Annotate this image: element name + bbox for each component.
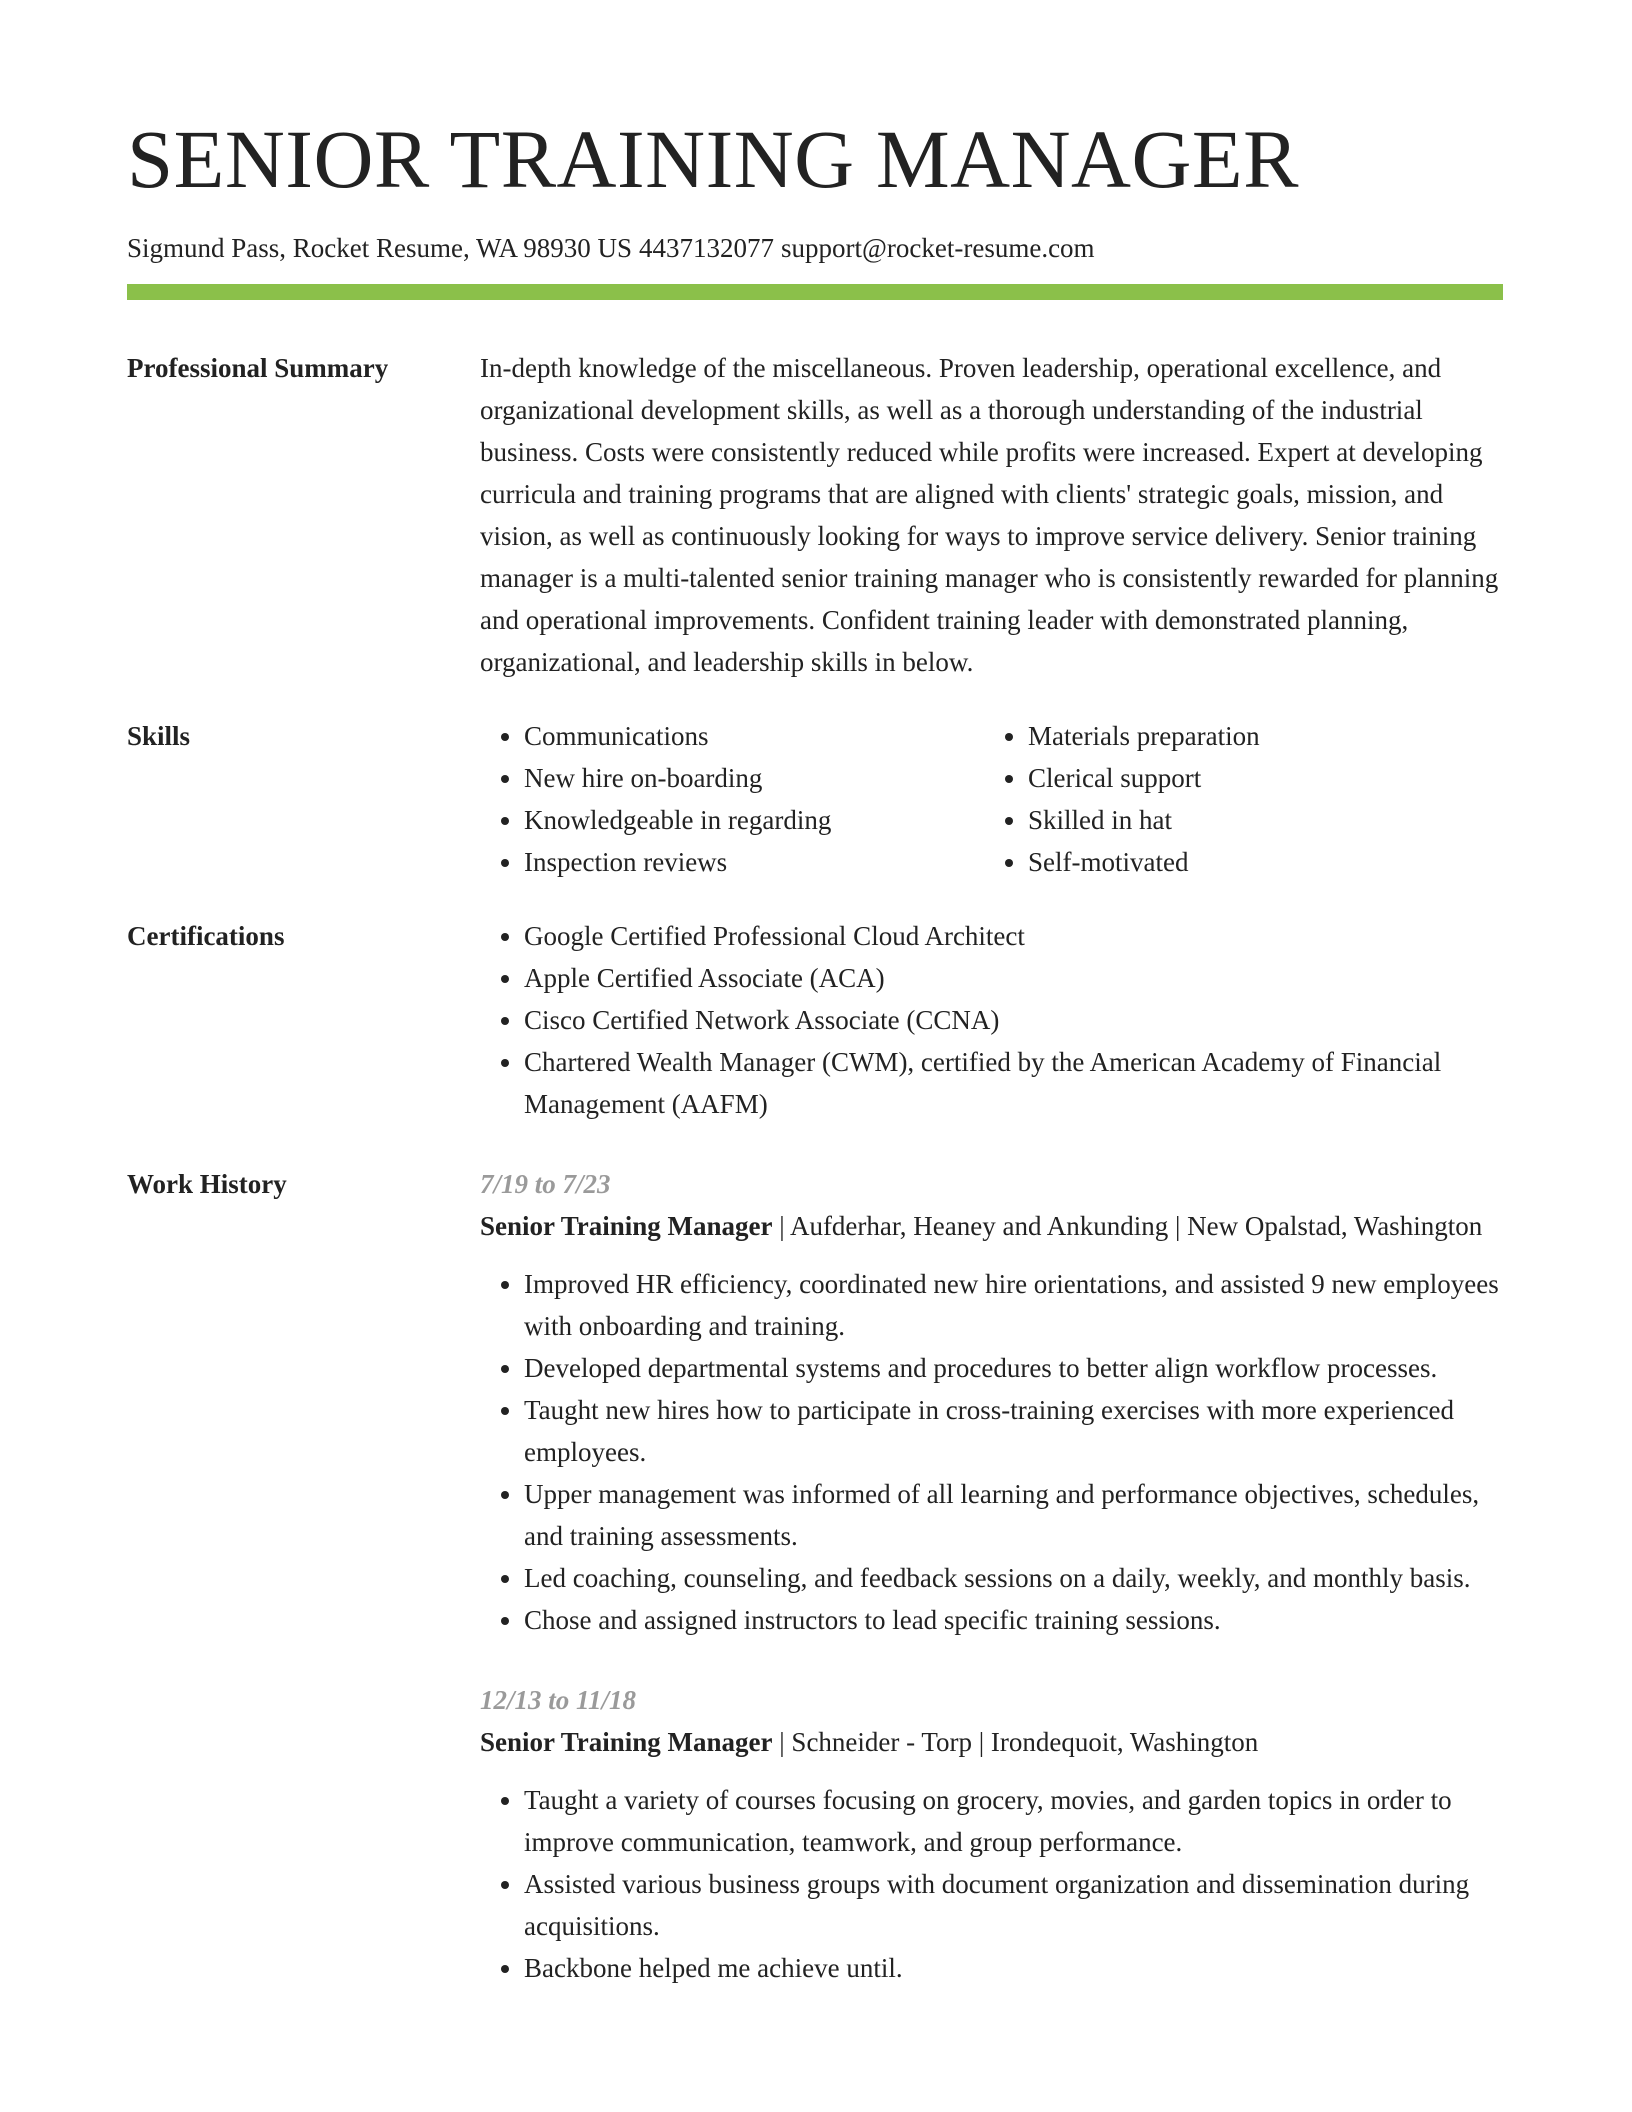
- summary-heading: Professional Summary: [127, 353, 389, 383]
- certifications-heading: Certifications: [127, 921, 285, 951]
- job-entry: [480, 1679, 1503, 1989]
- job-bullet: • Developed departmental systems and procedures to better align workflow processes.: [524, 1347, 1503, 1389]
- skill-item: • New hire on-boarding: [524, 757, 984, 799]
- work-history-heading: Work History: [127, 1169, 287, 1199]
- contact-line: [127, 232, 1102, 264]
- job-header: [480, 1721, 1503, 1763]
- job-dates: 7/19 to 7/23: [480, 1169, 611, 1199]
- summary-section: [127, 347, 1503, 683]
- certification-item: • Cisco Certified Network Associate (CCNA): [524, 999, 1503, 1041]
- contact-phone: 4437132077: [639, 233, 775, 263]
- skill-item: • Self-motivated: [1028, 841, 1488, 883]
- job-title: Senior Training Manager: [480, 1727, 773, 1757]
- resume-title: SENIOR TRAINING MANAGER: [127, 113, 1299, 205]
- job-bullet: • Taught new hires how to participate in cross-training exercises with more experienced employees.: [524, 1389, 1503, 1473]
- job-bullet-list: [480, 1779, 1503, 1989]
- job-header: [480, 1205, 1503, 1247]
- contact-email: support@rocket-resume.com: [781, 233, 1095, 263]
- job-details: | Aufderhar, Heaney and Ankunding | New Opalstad, Washington: [772, 1211, 1483, 1241]
- skills-list-right: [984, 715, 1488, 883]
- certification-item: • Apple Certified Associate (ACA): [524, 957, 1503, 999]
- contact-address: Sigmund Pass, Rocket Resume, WA 98930 US: [127, 233, 633, 263]
- skill-item: • Communications: [524, 715, 984, 757]
- certifications-section: [127, 915, 1503, 1125]
- certification-item: • Chartered Wealth Manager (CWM), certified by the American Academy of Financial Management (AAFM): [524, 1041, 1503, 1125]
- job-entry: [480, 1163, 1503, 1641]
- job-details: | Schneider - Torp | Irondequoit, Washington: [772, 1727, 1259, 1757]
- job-title: Senior Training Manager: [480, 1211, 773, 1241]
- job-bullet: • Improved HR efficiency, coordinated new hire orientations, and assisted 9 new employees with onboarding and training.: [524, 1263, 1503, 1347]
- job-bullet-list: [480, 1263, 1503, 1641]
- job-bullet: • Assisted various business groups with document organization and dissemination during acquisitions.: [524, 1863, 1503, 1947]
- summary-text: In-depth knowledge of the miscellaneous. Proven leadership, operational excellence, and organizational development skills, as well as a thorough understanding of the industrial business. Costs were consistently reduced while profits were increased. Expert at developing curricula and training programs that are aligned with clients' strategic goals, mission, and vision, as well as continuously looking for ways to improve service delivery. Senior training manager is a multi-talented senior training manager who is consistently rewarded for planning and operational improvements. Confident training leader with demonstrated planning, organizational, and leadership skills in below.: [480, 353, 1499, 677]
- job-bullet: • Taught a variety of courses focusing on grocery, movies, and garden topics in order to improve communication, teamwork, and group performance.: [524, 1779, 1503, 1863]
- job-dates: 12/13 to 11/18: [480, 1685, 637, 1715]
- certification-item: • Google Certified Professional Cloud Architect: [524, 915, 1503, 957]
- job-bullet: • Upper management was informed of all learning and performance objectives, schedules, and training assessments.: [524, 1473, 1503, 1557]
- skills-grid: [480, 715, 1503, 883]
- skill-item: • Skilled in hat: [1028, 799, 1488, 841]
- job-bullet: • Backbone helped me achieve until.: [524, 1947, 1503, 1989]
- skills-section: [127, 715, 1503, 883]
- job-bullet: • Chose and assigned instructors to lead specific training sessions.: [524, 1599, 1503, 1641]
- skill-item: • Knowledgeable in regarding: [524, 799, 984, 841]
- skill-item: • Materials preparation: [1028, 715, 1488, 757]
- skill-item: • Clerical support: [1028, 757, 1488, 799]
- resume-body: [127, 347, 1503, 1989]
- job-bullet: • Led coaching, counseling, and feedback sessions on a daily, weekly, and monthly basis.: [524, 1557, 1503, 1599]
- work-history-section: [127, 1163, 1503, 1989]
- skills-heading: Skills: [127, 721, 191, 751]
- skills-list-left: [480, 715, 984, 883]
- header-divider: [127, 284, 1503, 300]
- skill-item: • Inspection reviews: [524, 841, 984, 883]
- certifications-list: [480, 915, 1503, 1125]
